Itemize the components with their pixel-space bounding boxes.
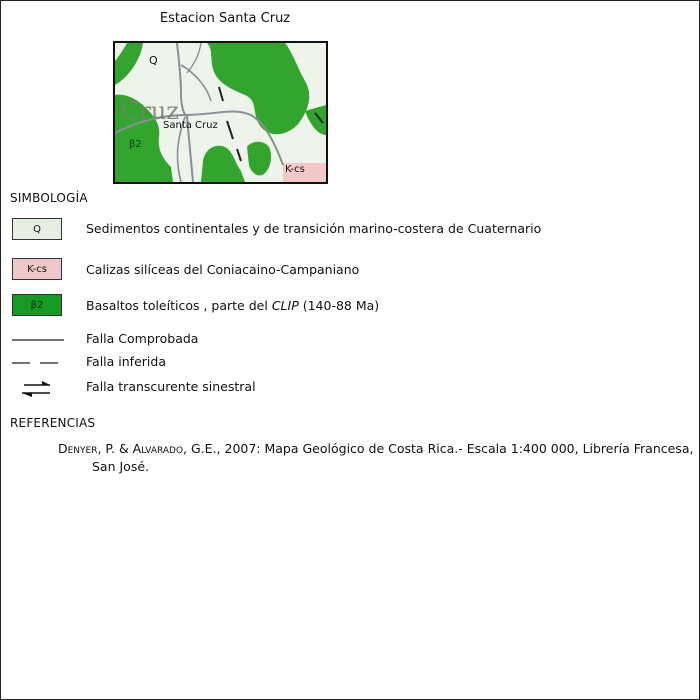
map-label-kcs: K-cs (285, 164, 305, 175)
legend-item-kcs (12, 258, 652, 282)
simbologia-heading: SIMBOLOGÍA (10, 191, 88, 205)
legend-label-fault-strike-slip: Falla transcurente sinestral (86, 379, 256, 394)
legend-label-fault-proven: Falla Comprobada (86, 331, 199, 346)
swatch-q: Q (12, 218, 62, 240)
reference-line-2: San José. (92, 459, 150, 474)
legend-label-basalt-age: (140-88 Ma) (298, 298, 380, 313)
map-label-cruz: Cruz (121, 97, 179, 125)
legend-label-basalt-text: Basaltos toleíticos , parte del (86, 298, 272, 313)
swatch-kcs: K-cs (12, 258, 62, 280)
legend-item-basalt (12, 294, 652, 318)
reference-citation: 2007: Mapa Geológico de Costa Rica.- Escala 1:400 000, Librería Francesa, (220, 441, 694, 456)
reference-line-1 (58, 441, 693, 456)
map-title: Estacion Santa Cruz (159, 11, 291, 26)
map-label-q: Q (149, 54, 158, 67)
legend-label-basalt (86, 298, 379, 313)
legend-label-kcs: Calizas silíceas del Coniacaino-Campaniano (86, 262, 360, 277)
referencias-heading: REFERENCIAS (10, 416, 96, 430)
reference-authors: Denyer, P. & Alvarado, G.E., (58, 441, 221, 456)
map-label-santa-cruz: Santa Cruz (163, 120, 218, 131)
legend-item-q (12, 218, 652, 242)
fault-inferred-symbol (12, 354, 68, 370)
legend-item-fault-strike-slip (12, 377, 652, 401)
map-label-beta: β2 (129, 139, 142, 150)
swatch-basalt: β2 (12, 294, 62, 316)
legend-item-fault-proven (12, 330, 652, 354)
legend-label-clip: CLIP (271, 298, 299, 313)
legend-label-fault-inferred: Falla inferida (86, 354, 166, 369)
fault-proven-symbol (12, 331, 68, 347)
legend-item-fault-inferred (12, 353, 652, 377)
fault-strike-slip-icon (12, 377, 68, 399)
legend-label-q: Sedimentos continentales y de transición marino-costera de Cuaternario (86, 221, 542, 236)
geologic-map[interactable] (113, 41, 328, 184)
